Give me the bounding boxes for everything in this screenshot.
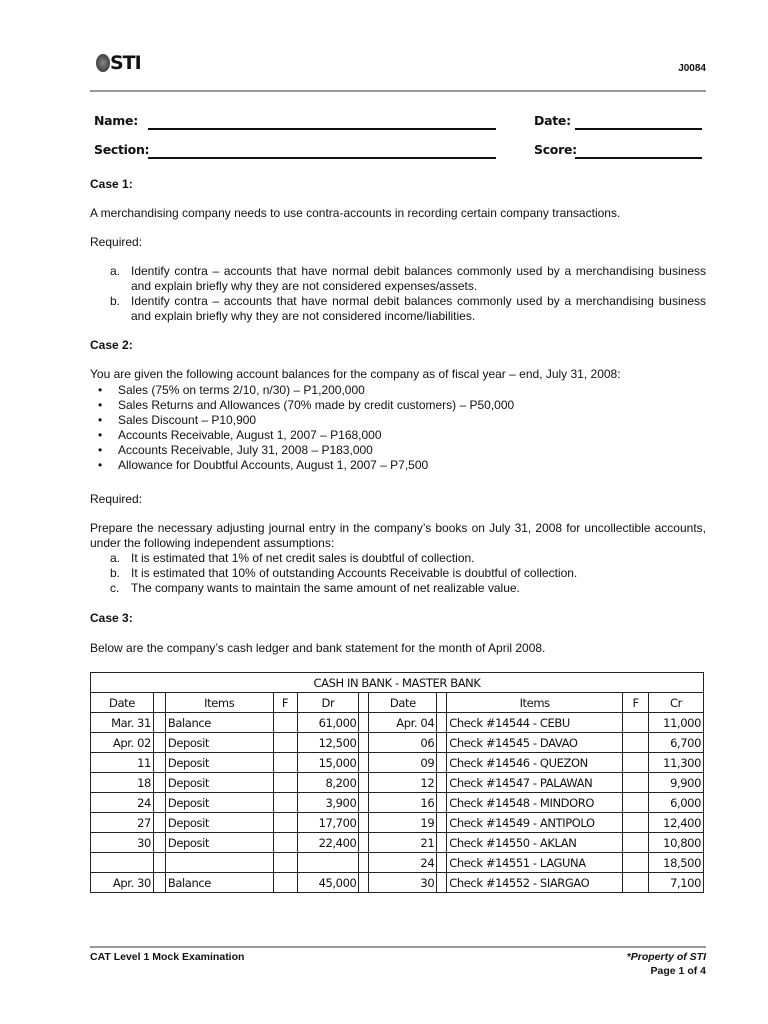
table-cell: Apr. 04: [369, 713, 437, 733]
spacer-cell: [359, 753, 369, 773]
table-cell: 30: [91, 833, 154, 853]
table-header-row: [91, 693, 704, 713]
spacer-cell: [359, 873, 369, 893]
table-cell: [273, 773, 297, 793]
column-header: Items: [165, 693, 273, 713]
name-field[interactable]: [148, 128, 496, 130]
table-cell: [623, 773, 649, 793]
table-cell: [297, 853, 359, 873]
case2-list: [110, 551, 706, 596]
table-cell: 09: [369, 753, 437, 773]
spacer-cell: [437, 713, 447, 733]
case3-intro: Below are the company’s cash ledger and bank statement for the month of April 2008.: [90, 641, 546, 655]
document-code: J0084: [678, 63, 706, 74]
table-cell: Check #14546 - QUEZON: [447, 753, 623, 773]
spacer-cell: [437, 853, 447, 873]
table-cell: Balance: [165, 873, 273, 893]
list-item: • Sales Returns and Allowances (70% made by credit customers) – P50,000: [118, 398, 514, 413]
table-cell: 45,000: [297, 873, 359, 893]
table-cell: [623, 753, 649, 773]
table-row: [91, 753, 704, 773]
table-cell: [623, 713, 649, 733]
table-cell: 11,300: [649, 753, 704, 773]
spacer-cell: [153, 853, 165, 873]
score-label: Score:: [534, 142, 577, 157]
table-cell: 7,100: [649, 873, 704, 893]
footer-divider: [90, 946, 706, 948]
table-cell: [273, 753, 297, 773]
case1-list: [110, 264, 706, 324]
table-cell: Check #14549 - ANTIPOLO: [447, 813, 623, 833]
case1-required: Required:: [90, 235, 143, 249]
list-item: • Accounts Receivable, July 31, 2008 – P183,000: [118, 443, 514, 458]
table-cell: 16: [369, 793, 437, 813]
table-cell: [273, 733, 297, 753]
footer-property: *Property of STI: [626, 951, 706, 963]
column-header: F: [623, 693, 649, 713]
list-item: b. Identify contra – accounts that have normal debit balances commonly used by a merchandising business and explain briefly why they are not considered income/liabilities.: [110, 294, 706, 323]
table-cell: 27: [91, 813, 154, 833]
cash-ledger-table: [90, 672, 704, 893]
table-cell: 24: [369, 853, 437, 873]
table-cell: Balance: [165, 713, 273, 733]
list-item: c. The company wants to maintain the same amount of net realizable value.: [110, 581, 520, 595]
table-cell: 61,000: [297, 713, 359, 733]
table-cell: Check #14552 - SIARGAO: [447, 873, 623, 893]
table-cell: 22,400: [297, 833, 359, 853]
spacer-cell: [437, 793, 447, 813]
table-cell: 10,800: [649, 833, 704, 853]
table-cell: [623, 833, 649, 853]
table-cell: 12,500: [297, 733, 359, 753]
table-cell: Check #14544 - CEBU: [447, 713, 623, 733]
table-cell: [623, 853, 649, 873]
table-cell: Deposit: [165, 813, 273, 833]
table-cell: Check #14547 - PALAWAN: [447, 773, 623, 793]
table-cell: 15,000: [297, 753, 359, 773]
case2-required: Required:: [90, 492, 143, 506]
section-field[interactable]: [148, 157, 496, 159]
spacer-cell: [153, 753, 165, 773]
table-cell: Deposit: [165, 833, 273, 853]
footer-page-number: Page 1 of 4: [650, 965, 706, 977]
table-cell: [165, 853, 273, 873]
score-field[interactable]: [575, 157, 702, 159]
table-cell: 12,400: [649, 813, 704, 833]
column-header: Cr: [649, 693, 704, 713]
table-row: [91, 793, 704, 813]
table-cell: [623, 733, 649, 753]
column-header: Date: [91, 693, 154, 713]
table-row: [91, 773, 704, 793]
table-cell: Apr. 02: [91, 733, 154, 753]
case1-intro: A merchandising company needs to use contra-accounts in recording certain company transactions.: [90, 206, 621, 220]
spacer-cell: [437, 773, 447, 793]
header-divider: [90, 90, 706, 92]
table-cell: [273, 793, 297, 813]
case3-title: Case 3:: [90, 611, 133, 625]
table-cell: [273, 833, 297, 853]
spacer-cell: [359, 713, 369, 733]
column-header: Dr: [297, 693, 359, 713]
table-cell: 18: [91, 773, 154, 793]
footer-exam-title: CAT Level 1 Mock Examination: [90, 951, 245, 963]
spacer-cell: [437, 873, 447, 893]
table-row: [91, 873, 704, 893]
table-cell: Deposit: [165, 773, 273, 793]
table-cell: [623, 813, 649, 833]
spacer-cell: [359, 833, 369, 853]
table-cell: 12: [369, 773, 437, 793]
list-item: a. It is estimated that 1% of net credit sales is doubtful of collection.: [110, 551, 475, 565]
table-cell: 9,900: [649, 773, 704, 793]
case2-title: Case 2:: [90, 338, 133, 352]
case2-instruction: Prepare the necessary adjusting journal entry in the company’s books on July 31, 2008 for uncollectible accounts, under the following independent assumptions:: [90, 521, 706, 550]
spacer-cell: [359, 813, 369, 833]
table-row: [91, 813, 704, 833]
spacer-cell: [153, 733, 165, 753]
table-cell: 6,700: [649, 733, 704, 753]
globe-icon: [96, 54, 110, 72]
column-header: Items: [447, 693, 623, 713]
table-row: [91, 713, 704, 733]
table-title: CASH IN BANK - MASTER BANK: [91, 673, 704, 693]
spacer-cell: [153, 873, 165, 893]
table-cell: Check #14548 - MINDORO: [447, 793, 623, 813]
spacer-cell: [437, 813, 447, 833]
table-cell: Check #14545 - DAVAO: [447, 733, 623, 753]
table-cell: 8,200: [297, 773, 359, 793]
table-cell: [623, 873, 649, 893]
logo-text: STI: [110, 52, 141, 74]
section-label: Section:: [94, 142, 150, 157]
table-cell: Check #14551 - LAGUNA: [447, 853, 623, 873]
table-cell: 6,000: [649, 793, 704, 813]
table-cell: [273, 853, 297, 873]
spacer-cell: [359, 773, 369, 793]
account-balance-list: [118, 383, 514, 473]
sti-logo: [96, 52, 141, 74]
date-label: Date:: [534, 113, 571, 128]
spacer-cell: [153, 813, 165, 833]
table-cell: [623, 793, 649, 813]
table-cell: 11,000: [649, 713, 704, 733]
table-cell: Check #14550 - AKLAN: [447, 833, 623, 853]
table-cell: [91, 853, 154, 873]
list-item: b. It is estimated that 10% of outstanding Accounts Receivable is doubtful of collection.: [110, 566, 578, 580]
table-cell: 06: [369, 733, 437, 753]
list-item: • Sales (75% on terms 2/10, n/30) – P1,200,000: [118, 383, 514, 398]
table-cell: Deposit: [165, 793, 273, 813]
spacer-cell: [437, 753, 447, 773]
table-cell: 24: [91, 793, 154, 813]
table-cell: 18,500: [649, 853, 704, 873]
table-row: [91, 833, 704, 853]
table-cell: [273, 713, 297, 733]
table-cell: [273, 813, 297, 833]
column-header: F: [273, 693, 297, 713]
case2-intro: You are given the following account balances for the company as of fiscal year – end, July 31, 2008:: [90, 367, 621, 381]
table-cell: 11: [91, 753, 154, 773]
case1-title: Case 1:: [90, 177, 133, 191]
spacer-cell: [153, 833, 165, 853]
name-label: Name:: [94, 113, 138, 128]
spacer-cell: [437, 833, 447, 853]
table-cell: Mar. 31: [91, 713, 154, 733]
spacer-cell: [359, 733, 369, 753]
column-header: Date: [369, 693, 437, 713]
table-cell: Apr. 30: [91, 873, 154, 893]
table-row: [91, 853, 704, 873]
table-cell: [273, 873, 297, 893]
spacer-cell: [359, 853, 369, 873]
table-cell: 30: [369, 873, 437, 893]
list-item: • Sales Discount – P10,900: [118, 413, 514, 428]
table-cell: 17,700: [297, 813, 359, 833]
table-cell: 21: [369, 833, 437, 853]
table-cell: 19: [369, 813, 437, 833]
spacer-cell: [153, 773, 165, 793]
table-row: [91, 733, 704, 753]
date-field[interactable]: [575, 128, 702, 130]
list-item: • Accounts Receivable, August 1, 2007 – P168,000: [118, 428, 514, 443]
list-item: • Allowance for Doubtful Accounts, August 1, 2007 – P7,500: [118, 458, 514, 473]
spacer-cell: [153, 713, 165, 733]
spacer-cell: [153, 793, 165, 813]
list-item: a. Identify contra – accounts that have normal debit balances commonly used by a merchandising business and explain briefly why they are not considered expenses/assets.: [110, 264, 706, 293]
table-cell: Deposit: [165, 733, 273, 753]
table-cell: Deposit: [165, 753, 273, 773]
table-cell: 3,900: [297, 793, 359, 813]
spacer-cell: [437, 733, 447, 753]
spacer-cell: [359, 793, 369, 813]
